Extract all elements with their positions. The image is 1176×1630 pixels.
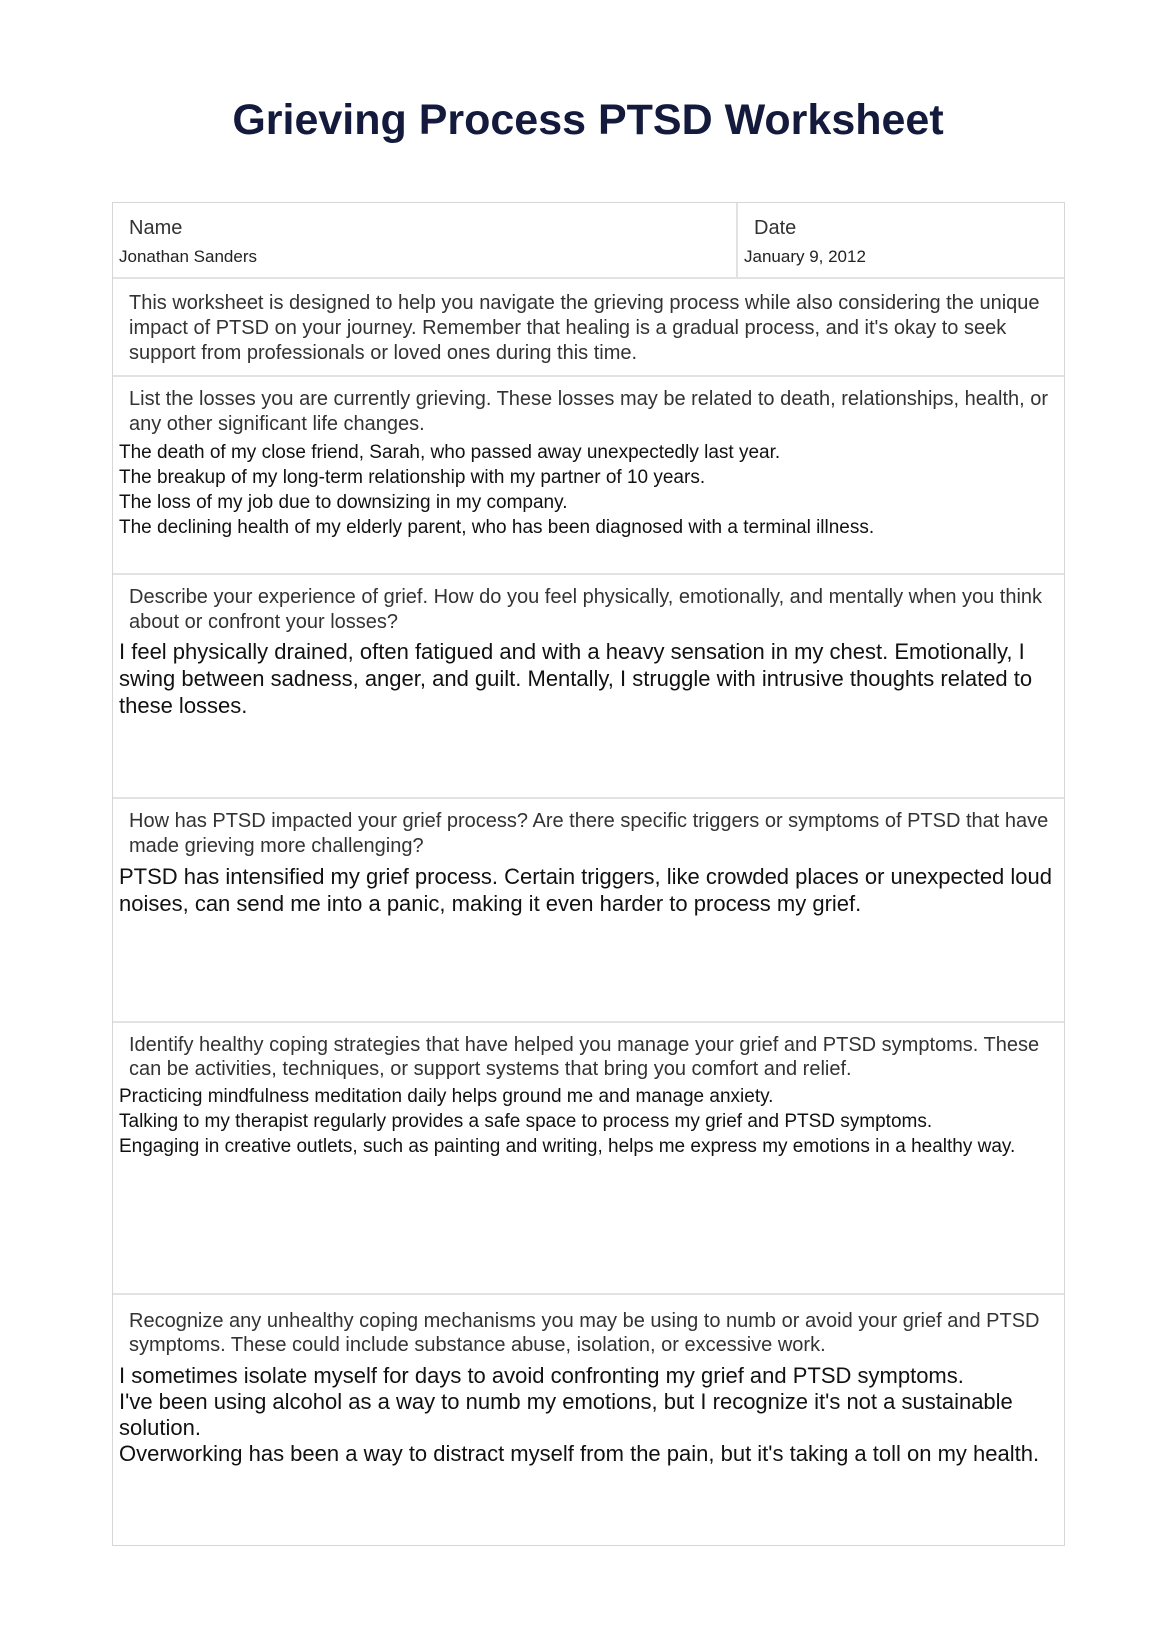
section-experience: [113, 575, 1064, 799]
section-prompt: Identify healthy coping strategies that have helped you manage your grief and PTSD symptoms. These can be activities, techniques, or support systems that bring you comfort and relief.: [129, 1034, 1040, 1080]
answer-area[interactable]: [113, 1363, 1064, 1467]
answer-line: Engaging in creative outlets, such as painting and writing, helps me express my emotions in a healthy way.: [119, 1136, 1016, 1157]
date-value[interactable]: January 9, 2012: [744, 247, 866, 266]
name-value[interactable]: Jonathan Sanders: [119, 247, 257, 266]
section-prompt: Describe your experience of grief. How do you feel physically, emotionally, and mentally when you think about or confront your losses?: [129, 586, 1043, 633]
answer-line: Practicing mindfulness meditation daily helps ground me and manage anxiety.: [119, 1086, 774, 1107]
section-prompt: Recognize any unhealthy coping mechanisms you may be using to numb or avoid your grief and PTSD symptoms. These could include substance abuse, isolation, or excessive work.: [129, 1310, 1040, 1356]
answer-line: The death of my close friend, Sarah, who passed away unexpectedly last year.: [119, 442, 781, 463]
header-row: [113, 203, 1064, 279]
answer-line: PTSD has intensified my grief process. Certain triggers, like crowded places or unexpected loud noises, can send me into a panic, making it even harder to process my grief.: [119, 864, 1053, 916]
answer-line: I sometimes isolate myself for days to avoid confronting my grief and PTSD symptoms.: [119, 1363, 964, 1388]
answer-line: Overworking has been a way to distract myself from the pain, but it's taking a toll on my health.: [119, 1441, 1040, 1466]
intro-text: This worksheet is designed to help you navigate the grieving process while also considering the unique impact of PTSD on your journey. Remember that healing is a gradual process, and it's okay to seek support from professionals or loved ones during this time.: [129, 292, 1040, 364]
section-healthy-coping: [113, 1023, 1064, 1295]
answer-line: I've been using alcohol as a way to numb my emotions, but I recognize it's not a sustainable solution.: [119, 1389, 1013, 1440]
name-label: Name: [129, 217, 183, 239]
answer-area[interactable]: [113, 440, 1064, 540]
answer-line: The breakup of my long-term relationship with my partner of 10 years.: [119, 467, 706, 488]
answer-line: I feel physically drained, often fatigued and with a heavy sensation in my chest. Emotionally, I swing between sadness, anger, and guilt. Mentally, I struggle with intrusive thoughts related to these losses.: [119, 639, 1033, 718]
date-cell: [738, 203, 1064, 277]
intro-row: [113, 279, 1064, 377]
answer-line: The loss of my job due to downsizing in my company.: [119, 492, 568, 513]
page-title: Grieving Process PTSD Worksheet: [232, 96, 944, 144]
date-label: Date: [754, 217, 797, 239]
section-ptsd-impact: [113, 799, 1064, 1023]
answer-line: The declining health of my elderly parent, who has been diagnosed with a terminal illness.: [119, 517, 875, 538]
section-prompt: List the losses you are currently grieving. These losses may be related to death, relationships, health, or any other significant life changes.: [129, 388, 1049, 435]
answer-line: Talking to my therapist regularly provides a safe space to process my grief and PTSD symptoms.: [119, 1111, 933, 1132]
worksheet: [112, 202, 1065, 1546]
section-prompt: How has PTSD impacted your grief process? Are there specific triggers or symptoms of PTSD that have made grieving more challenging?: [129, 810, 1049, 857]
section-losses: [113, 377, 1064, 575]
section-unhealthy-coping: [113, 1295, 1064, 1545]
answer-area[interactable]: [113, 863, 1064, 917]
answer-area[interactable]: [113, 638, 1064, 719]
name-cell: [113, 203, 738, 277]
answer-area[interactable]: [113, 1084, 1064, 1159]
